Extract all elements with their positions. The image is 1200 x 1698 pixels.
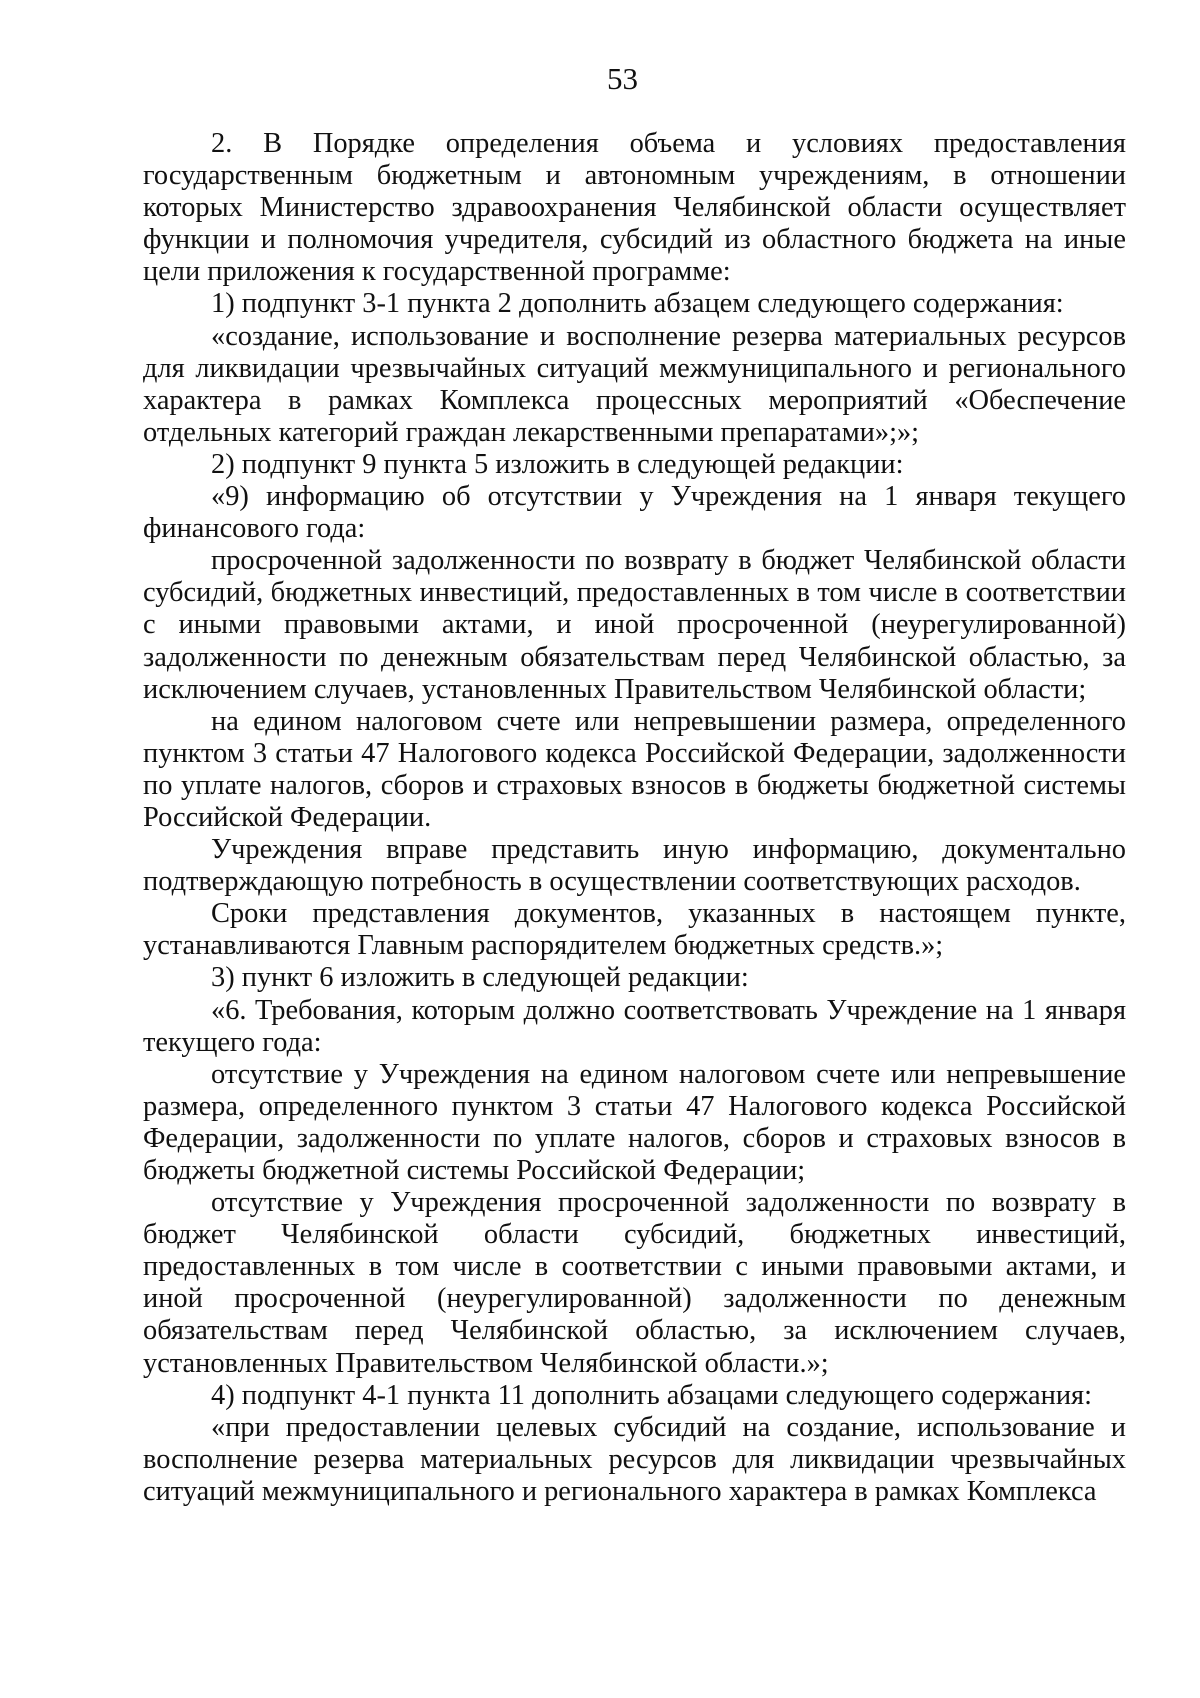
paragraph-item-2: 2. В Порядке определения объема и условиях предоставления государственным бюджетным и автономным учреждениям, в отношении которых Министерство здравоохранения Челябинской области осуществляет функции и полномочия учредителя, субсидий из областного бюджета на иные цели приложения к государственной программе: bbox=[143, 128, 1126, 288]
document-body bbox=[143, 128, 1126, 1508]
paragraph-overdue-debt: просроченной задолженности по возврату в бюджет Челябинской области субсидий, бюджетных инвестиций, предоставленных в том числе в соответствии с иными правовыми актами, и иной просроченной (неурегулированной) задолженности по денежным обязательствам перед Челябинской областью, за исключением случаев, установленных Правительством Челябинской области; bbox=[143, 545, 1126, 705]
paragraph-subitem-1: 1) подпункт 3-1 пункта 2 дополнить абзацем следующего содержания: bbox=[211, 288, 1064, 320]
paragraph-subitem-2: 2) подпункт 9 пункта 5 изложить в следующей редакции: bbox=[211, 448, 904, 480]
paragraph-quote-target-subsidies: «при предоставлении целевых субсидий на создание, использование и восполнение резерва материальных ресурсов для ликвидации чрезвычайных ситуаций межмуниципального и регионального характера в рамках Комплекса bbox=[143, 1411, 1126, 1507]
page-number: 53 bbox=[607, 61, 638, 96]
paragraph-subitem-4: 4) подпункт 4-1 пункта 11 дополнить абзацами следующего содержания: bbox=[211, 1379, 1092, 1411]
paragraph-no-tax-debt: отсутствие у Учреждения на едином налоговом счете или непревышение размера, определенного пунктом 3 статьи 47 Налогового кодекса Российской Федерации, задолженности по уплате налогов, сборов и страховых взносов в бюджеты бюджетной системы Российской Федерации; bbox=[143, 1058, 1126, 1186]
paragraph-subitem-3: 3) пункт 6 изложить в следующей редакции: bbox=[211, 962, 749, 994]
paragraph-other-information: Учреждения вправе представить иную информацию, документально подтверждающую потребность в осуществлении соответствующих расходов. bbox=[143, 834, 1126, 898]
paragraph-tax-account: на едином налоговом счете или непревышении размера, определенного пунктом 3 статьи 47 Налогового кодекса Российской Федерации, задолженности по уплате налогов, сборов и страховых взносов в бюджеты бюджетной системы Российской Федерации. bbox=[143, 705, 1126, 833]
paragraph-no-overdue-debt: отсутствие у Учреждения просроченной задолженности по возврату в бюджет Челябинской области субсидий, бюджетных инвестиций, предоставленных в том числе в соответствии с иными правовыми актами, и иной просроченной (неурегулированной) задолженности по денежным обязательствам перед Челябинской областью, за исключением случаев, установленных Правительством Челябинской области.»; bbox=[143, 1187, 1126, 1379]
paragraph-submission-terms: Сроки представления документов, указанных в настоящем пункте, устанавливаются Главным распорядителем бюджетных средств.»; bbox=[143, 898, 1126, 962]
paragraph-requirements: «6. Требования, которым должно соответствовать Учреждение на 1 января текущего года: bbox=[143, 994, 1126, 1058]
paragraph-quote-reserve: «создание, использование и восполнение резерва материальных ресурсов для ликвидации чрезвычайных ситуаций межмуниципального и регионального характера в рамках Комплекса процессных мероприятий «Обеспечение отдельных категорий граждан лекарственными препаратами»;»; bbox=[143, 320, 1126, 448]
paragraph-quote-information: «9) информацию об отсутствии у Учреждения на 1 января текущего финансового года: bbox=[143, 481, 1126, 545]
